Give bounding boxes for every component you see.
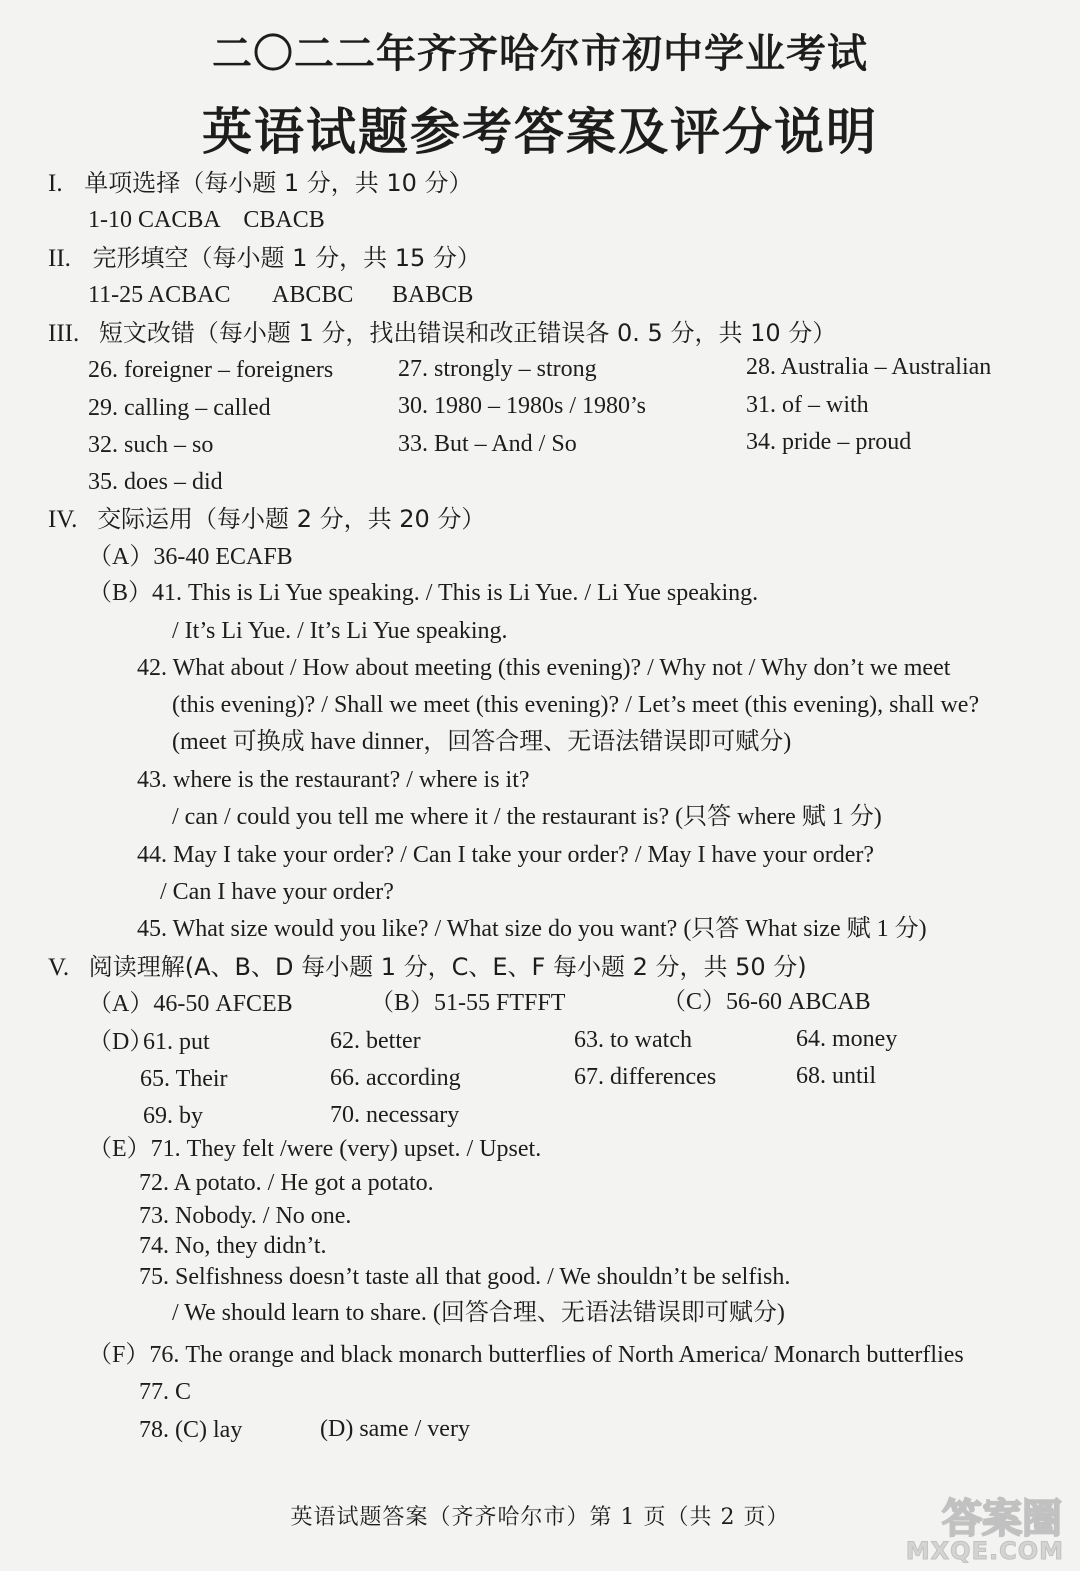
dialogue-answer-line: / It’s Li Yue. / It’s Li Yue speaking. [172, 618, 508, 644]
correction-item: 28. Australia – Australian [746, 354, 992, 380]
correction-item: 31. of – with [746, 392, 869, 418]
section-5-header [48, 952, 807, 983]
section-5c-answers: （C）56-60 ABCAB [662, 989, 871, 1015]
section-5b-answers: （B）51-55 FTFFT [370, 990, 566, 1016]
correction-item: 27. strongly – strong [398, 356, 597, 382]
reading-e-answer: （E）71. They felt /were (very) upset. / Upset. [88, 1136, 542, 1162]
dialogue-answer-line: 43. where is the restaurant? / where is it? [137, 767, 530, 793]
fill-in-answer: 67. differences [574, 1064, 717, 1090]
fill-in-answer: 68. until [796, 1063, 877, 1089]
section-1-header [48, 168, 473, 199]
dialogue-answer-line: 44. May I take your order? / Can I take your order? / May I have your order? [137, 842, 875, 868]
section-4-title: 交际运用（每小题 2 分，共 20 分） [97, 505, 486, 533]
reading-f-answer: 77. C [139, 1379, 192, 1405]
reading-e-answer: 72. A potato. / He got a potato. [139, 1170, 434, 1196]
fill-in-answer: 62. better [330, 1028, 421, 1054]
section-2-header [48, 243, 481, 274]
page-footer: 英语试题答案（齐齐哈尔市）第 1 页（共 2 页） [290, 1505, 790, 1530]
section-2-number: II. [48, 245, 71, 272]
reading-f-answer: (D) same / very [320, 1416, 470, 1442]
section-1-number: I. [48, 170, 63, 197]
exam-title: 二〇二二年齐齐哈尔市初中学业考试 [212, 30, 868, 77]
fill-in-answer: 69. by [143, 1103, 203, 1129]
section-5-title: 阅读理解(A、B、D 每小题 1 分，C、E、F 每小题 2 分，共 50 分) [88, 953, 807, 981]
answer-key-title: 英语试题参考答案及评分说明 [202, 102, 878, 161]
fill-in-answer: 65. Their [140, 1066, 228, 1092]
reading-e-answer: 74. No, they didn’t. [139, 1233, 327, 1259]
section-3-number: III. [48, 320, 80, 347]
section-4-number: IV. [48, 506, 78, 533]
watermark-url: MXQE.COM [905, 1537, 1064, 1565]
correction-item: 35. does – did [88, 469, 223, 495]
reading-f-answer: 78. (C) lay [139, 1417, 243, 1443]
section-2-answers-b: ABCBC [272, 282, 354, 308]
section-5d-prefix: （D） [88, 1029, 154, 1055]
watermark-text: 答案圈 [942, 1496, 1062, 1542]
dialogue-answer-line: 45. What size would you like? / What size do you want? (只答 What size 赋 1 分) [137, 916, 927, 942]
reading-e-answer: 73. Nobody. / No one. [139, 1203, 352, 1229]
reading-e-answer: / We should learn to share. (回答合理、无语法错误即可赋分) [172, 1300, 785, 1326]
dialogue-answer-line: 42. What about / How about meeting (this evening)? / Why not / Why don’t we meet [137, 655, 951, 681]
correction-item: 32. such – so [88, 432, 214, 458]
section-3-title: 短文改错（每小题 1 分，找出错误和改正错误各 0. 5 分，共 10 分） [98, 319, 837, 347]
dialogue-answer-line: / Can I have your order? [160, 879, 394, 905]
section-5a-answers: （A）46-50 AFCEB [88, 991, 293, 1017]
fill-in-answer: 66. according [330, 1065, 461, 1091]
section-5-number: V. [48, 954, 70, 981]
reading-f-answer: （F）76. The orange and black monarch butterflies of North America/ Monarch butterflies [88, 1342, 964, 1368]
fill-in-answer: 64. money [796, 1026, 898, 1052]
section-1-title: 单项选择（每小题 1 分，共 10 分） [84, 169, 473, 197]
dialogue-answer-line: (meet 可换成 have dinner，回答合理、无语法错误即可赋分) [172, 729, 792, 755]
reading-e-answer: 75. Selfishness doesn’t taste all that good. / We shouldn’t be selfish. [139, 1264, 791, 1290]
correction-item: 26. foreigner – foreigners [88, 357, 334, 383]
fill-in-answer: 63. to watch [574, 1027, 692, 1053]
section-4a-answers: （A）36-40 ECAFB [88, 544, 293, 570]
correction-item: 29. calling – called [88, 395, 271, 421]
correction-item: 33. But – And / So [398, 431, 577, 457]
section-2-title: 完形填空（每小题 1 分，共 15 分） [92, 244, 481, 272]
correction-item: 30. 1980 – 1980s / 1980’s [398, 393, 647, 419]
section-2-answers-c: BABCB [392, 282, 474, 308]
dialogue-answer-line: （B）41. This is Li Yue speaking. / This is Li Yue. / Li Yue speaking. [88, 580, 759, 606]
section-3-header [48, 318, 836, 349]
section-2-answers-a: 11-25 ACBAC [88, 282, 231, 308]
watermark-logo [902, 1487, 1072, 1565]
fill-in-answer: 70. necessary [330, 1102, 460, 1128]
fill-in-answer: 61. put [143, 1029, 210, 1055]
section-4-header [48, 504, 485, 535]
section-1-answers: 1-10 CACBA CBACB [88, 207, 325, 233]
correction-item: 34. pride – proud [746, 429, 912, 455]
dialogue-answer-line: (this evening)? / Shall we meet (this evening)? / Let’s meet (this evening), shall we? [172, 692, 980, 718]
dialogue-answer-line: / can / could you tell me where it / the restaurant is? (只答 where 赋 1 分) [172, 804, 882, 830]
